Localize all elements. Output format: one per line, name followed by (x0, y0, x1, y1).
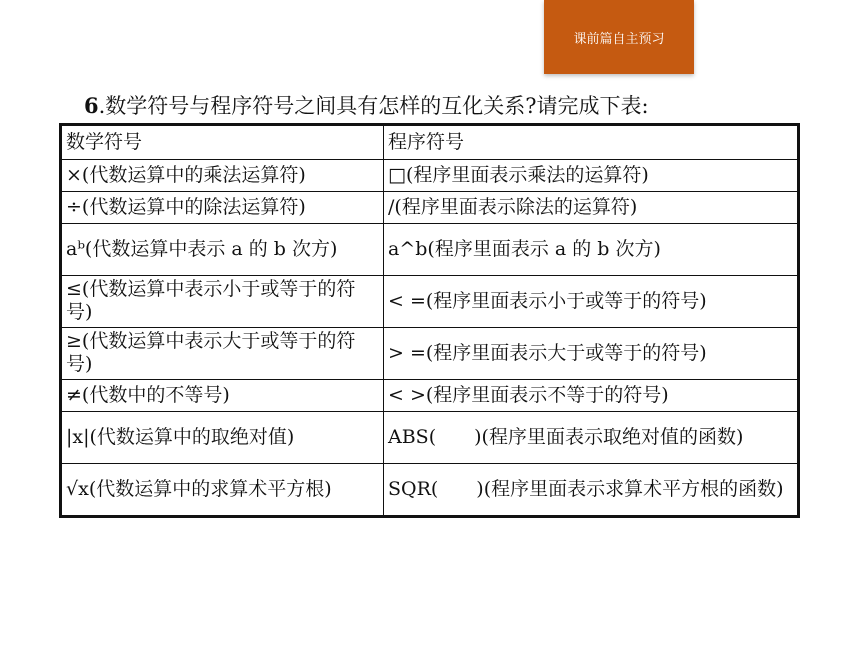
program-cell: ABS( )(程序里面表示取绝对值的函数) (384, 412, 799, 464)
program-cell: > =(程序里面表示大于或等于的符号) (384, 328, 799, 380)
header-math-symbol: 数学符号 (61, 125, 384, 160)
table-row (61, 328, 799, 380)
table-row (61, 464, 799, 517)
question-number: 6 (84, 93, 99, 118)
section-tag (544, 0, 694, 74)
program-cell: < =(程序里面表示小于或等于的符号) (384, 276, 799, 328)
table-row (61, 276, 799, 328)
symbol-table (59, 123, 800, 518)
math-cell: |x|(代数运算中的取绝对值) (61, 412, 384, 464)
question-text (84, 93, 804, 119)
program-cell: □(程序里面表示乘法的运算符) (384, 160, 799, 192)
program-cell: < >(程序里面表示不等于的符号) (384, 380, 799, 412)
header-program-symbol: 程序符号 (384, 125, 799, 160)
math-cell: ≠(代数中的不等号) (61, 380, 384, 412)
question-body: .数学符号与程序符号之间具有怎样的互化关系?请完成下表: (98, 94, 649, 118)
table-header-row (61, 125, 799, 160)
program-cell: SQR( )(程序里面表示求算术平方根的函数) (384, 464, 799, 517)
program-cell: a^b(程序里面表示 a 的 b 次方) (384, 224, 799, 276)
math-cell: ≤(代数运算中表示小于或等于的符号) (61, 276, 384, 328)
table-row (61, 192, 799, 224)
math-cell: ≥(代数运算中表示大于或等于的符号) (61, 328, 384, 380)
table-row (61, 224, 799, 276)
math-cell: √x(代数运算中的求算术平方根) (61, 464, 384, 517)
section-tag-label: 课前篇自主预习 (573, 31, 665, 47)
math-cell: aᵇ(代数运算中表示 a 的 b 次方) (61, 224, 384, 276)
program-cell: /(程序里面表示除法的运算符) (384, 192, 799, 224)
table-row (61, 380, 799, 412)
table-row (61, 160, 799, 192)
table-row (61, 412, 799, 464)
math-cell: ×(代数运算中的乘法运算符) (61, 160, 384, 192)
math-cell: ÷(代数运算中的除法运算符) (61, 192, 384, 224)
